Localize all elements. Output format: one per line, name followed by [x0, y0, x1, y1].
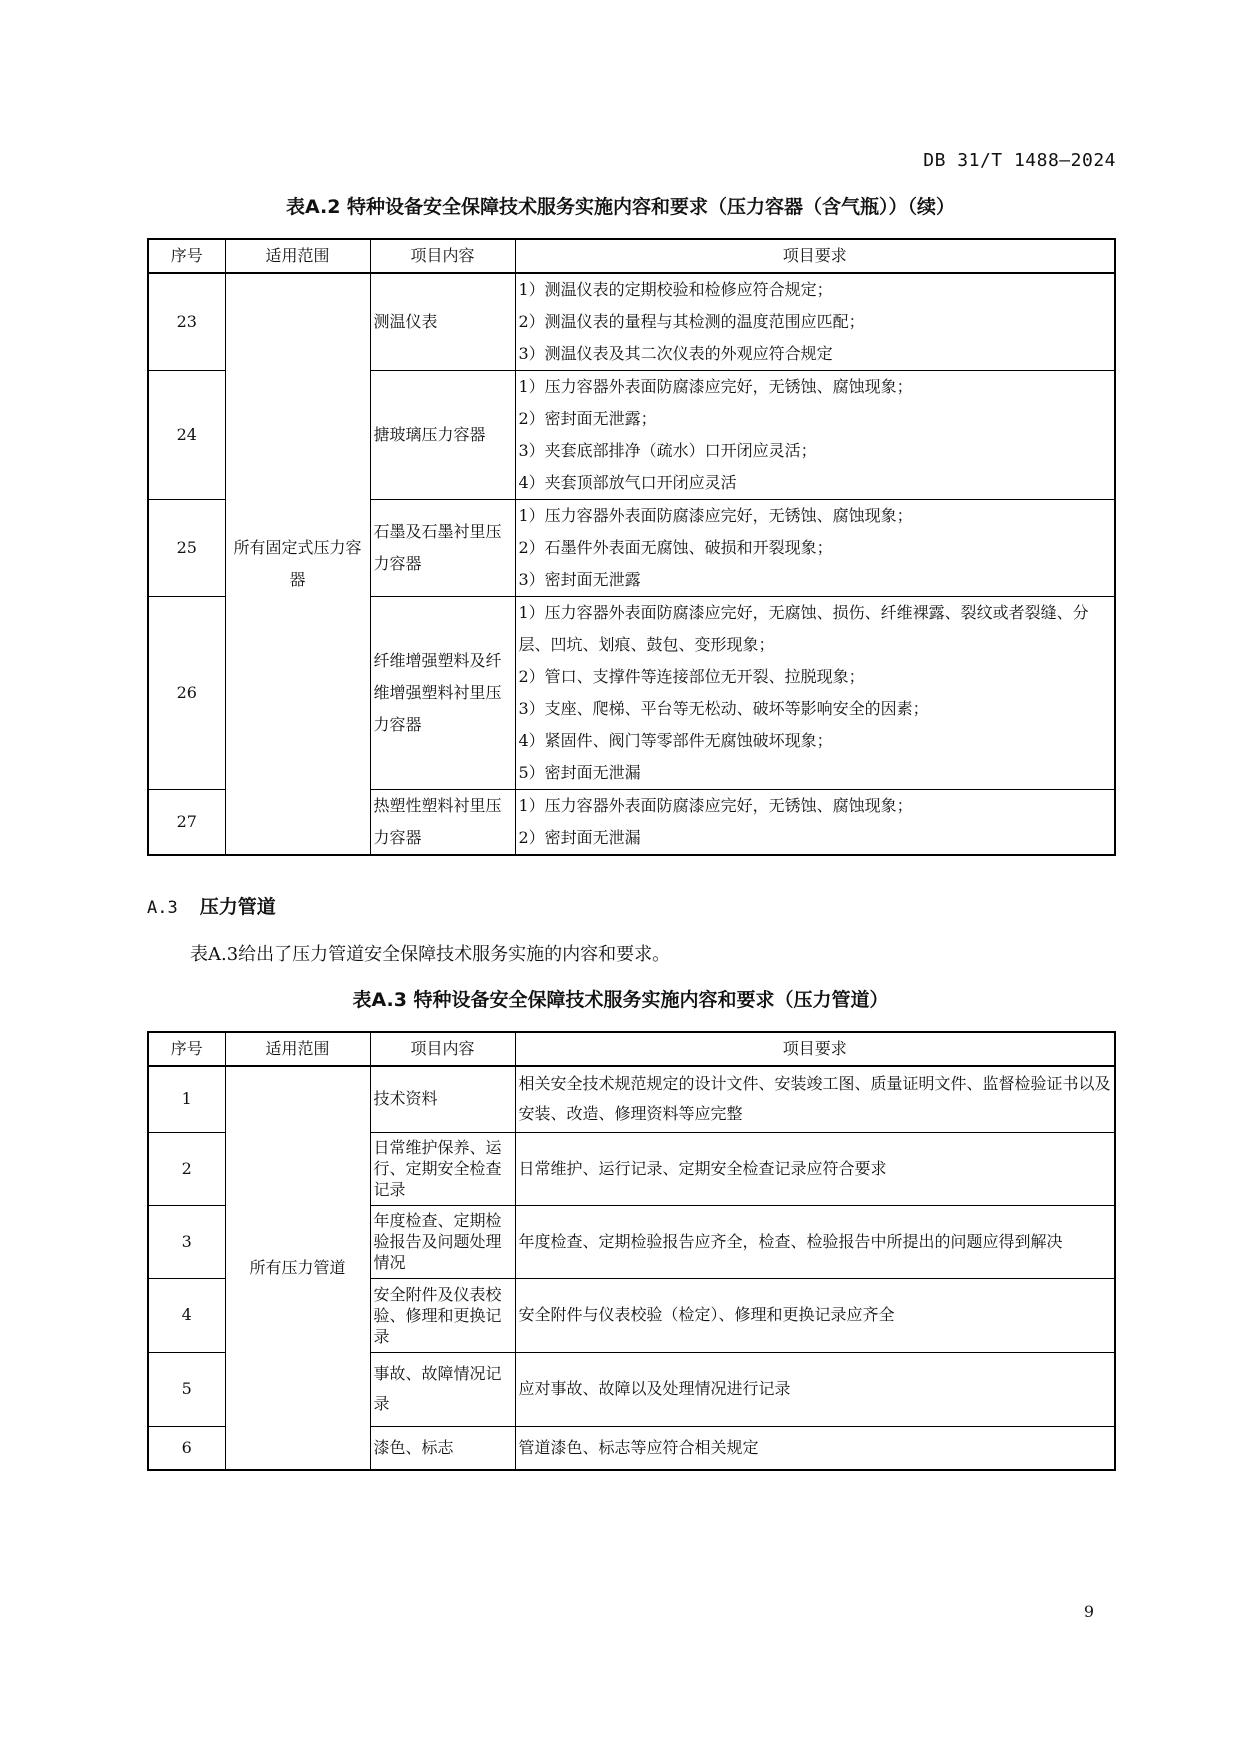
item-cell: 热塑性塑料衬里压力容器 — [370, 790, 515, 856]
item-cell: 石墨及石墨衬里压力容器 — [370, 500, 515, 597]
table-a2-header-row — [148, 239, 1115, 273]
row-number: 5 — [148, 1352, 225, 1426]
row-number: 23 — [148, 273, 225, 371]
item-cell: 安全附件及仪表校验、修理和更换记录 — [370, 1278, 515, 1352]
row-number: 4 — [148, 1278, 225, 1352]
item-cell: 纤维增强塑料及纤维增强塑料衬里压力容器 — [370, 597, 515, 790]
section-number: A.3 — [147, 898, 178, 918]
table-a2 — [147, 238, 1116, 856]
item-cell: 事故、故障情况记录 — [370, 1352, 515, 1426]
scope-cell: 所有固定式压力容器 — [225, 273, 370, 855]
requirement-cell — [515, 371, 1115, 500]
requirement-cell: 日常维护、运行记录、定期安全检查记录应符合要求 — [515, 1132, 1115, 1205]
table-row — [148, 273, 1115, 371]
item-cell: 年度检查、定期检验报告及问题处理情况 — [370, 1205, 515, 1278]
item-cell: 测温仪表 — [370, 273, 515, 371]
column-header-no: 序号 — [148, 239, 225, 273]
requirement-cell — [515, 790, 1115, 856]
requirement-line: 2）密封面无泄漏 — [518, 828, 641, 847]
requirement-line: 1）压力容器外表面防腐漆应完好，无锈蚀、腐蚀现象； — [518, 796, 913, 815]
item-cell: 日常维护保养、运行、定期安全检查记录 — [370, 1132, 515, 1205]
row-number: 27 — [148, 790, 225, 856]
requirement-line: 5）密封面无泄漏 — [518, 763, 641, 782]
item-cell: 漆色、标志 — [370, 1426, 515, 1470]
requirement-line: 3）支座、爬梯、平台等无松动、破坏等影响安全的因素； — [518, 699, 929, 718]
row-number: 1 — [148, 1066, 225, 1132]
requirement-line: 2）测温仪表的量程与其检测的温度范围应匹配； — [518, 312, 865, 331]
requirement-cell — [515, 597, 1115, 790]
scope-cell: 所有压力管道 — [225, 1066, 370, 1470]
requirement-line: 4）夹套顶部放气口开闭应灵活 — [518, 473, 737, 492]
row-number: 2 — [148, 1132, 225, 1205]
requirement-cell: 管道漆色、标志等应符合相关规定 — [515, 1426, 1115, 1470]
requirement-line: 1）压力容器外表面防腐漆应完好，无锈蚀、腐蚀现象； — [518, 377, 913, 396]
section-heading — [147, 892, 276, 919]
requirement-line: 2）管口、支撑件等连接部位无开裂、拉脱现象； — [518, 667, 865, 686]
row-number: 6 — [148, 1426, 225, 1470]
requirement-cell: 应对事故、故障以及处理情况进行记录 — [515, 1352, 1115, 1426]
requirement-line: 2）密封面无泄露； — [518, 409, 657, 428]
table-a3-title: 表A.3 特种设备安全保障技术服务实施内容和要求（压力管道） — [352, 989, 889, 1011]
requirement-line: 2）石墨件外表面无腐蚀、破损和开裂现象； — [518, 538, 833, 557]
requirement-line: 3）夹套底部排净（疏水）口开闭应灵活； — [518, 441, 817, 460]
requirement-line: 3）密封面无泄露 — [518, 570, 641, 589]
requirement-cell: 相关安全技术规范规定的设计文件、安装竣工图、质量证明文件、监督检验证书以及安装、改造、修理资料等应完整 — [515, 1066, 1115, 1132]
table-row — [148, 1066, 1115, 1132]
column-header-requirement: 项目要求 — [515, 239, 1115, 273]
requirement-line: 1）测温仪表的定期校验和检修应符合规定； — [518, 280, 833, 299]
row-number: 26 — [148, 597, 225, 790]
row-number: 24 — [148, 371, 225, 500]
table-a3 — [147, 1031, 1116, 1471]
requirement-line: 4）紧固件、阀门等零部件无腐蚀破坏现象； — [518, 731, 833, 750]
requirement-cell: 年度检查、定期检验报告应齐全，检查、检验报告中所提出的问题应得到解决 — [515, 1205, 1115, 1278]
column-header-no: 序号 — [148, 1032, 225, 1066]
table-a3-header-row — [148, 1032, 1115, 1066]
page-number: 9 — [1083, 1602, 1094, 1621]
row-number: 25 — [148, 500, 225, 597]
column-header-scope: 适用范围 — [225, 1032, 370, 1066]
standard-code: DB 31/T 1488—2024 — [923, 150, 1116, 171]
column-header-requirement: 项目要求 — [515, 1032, 1115, 1066]
column-header-item: 项目内容 — [370, 1032, 515, 1066]
item-cell: 搪玻璃压力容器 — [370, 371, 515, 500]
requirement-cell — [515, 500, 1115, 597]
requirement-cell — [515, 273, 1115, 371]
requirement-cell: 安全附件与仪表校验（检定）、修理和更换记录应齐全 — [515, 1278, 1115, 1352]
column-header-scope: 适用范围 — [225, 239, 370, 273]
requirement-line: 3）测温仪表及其二次仪表的外观应符合规定 — [518, 344, 833, 363]
item-cell: 技术资料 — [370, 1066, 515, 1132]
requirement-line: 1）压力容器外表面防腐漆应完好，无锈蚀、腐蚀现象； — [518, 506, 913, 525]
requirement-line: 1）压力容器外表面防腐漆应完好，无腐蚀、损伤、纤维裸露、裂纹或者裂缝、分层、凹坑、划痕、鼓包、变形现象； — [518, 603, 1089, 654]
body-paragraph: 表A.3给出了压力管道安全保障技术服务实施的内容和要求。 — [190, 944, 671, 965]
row-number: 3 — [148, 1205, 225, 1278]
section-name: 压力管道 — [199, 896, 276, 918]
column-header-item: 项目内容 — [370, 239, 515, 273]
table-a2-title: 表A.2 特种设备安全保障技术服务实施内容和要求（压力容器（含气瓶））（续） — [285, 196, 956, 218]
